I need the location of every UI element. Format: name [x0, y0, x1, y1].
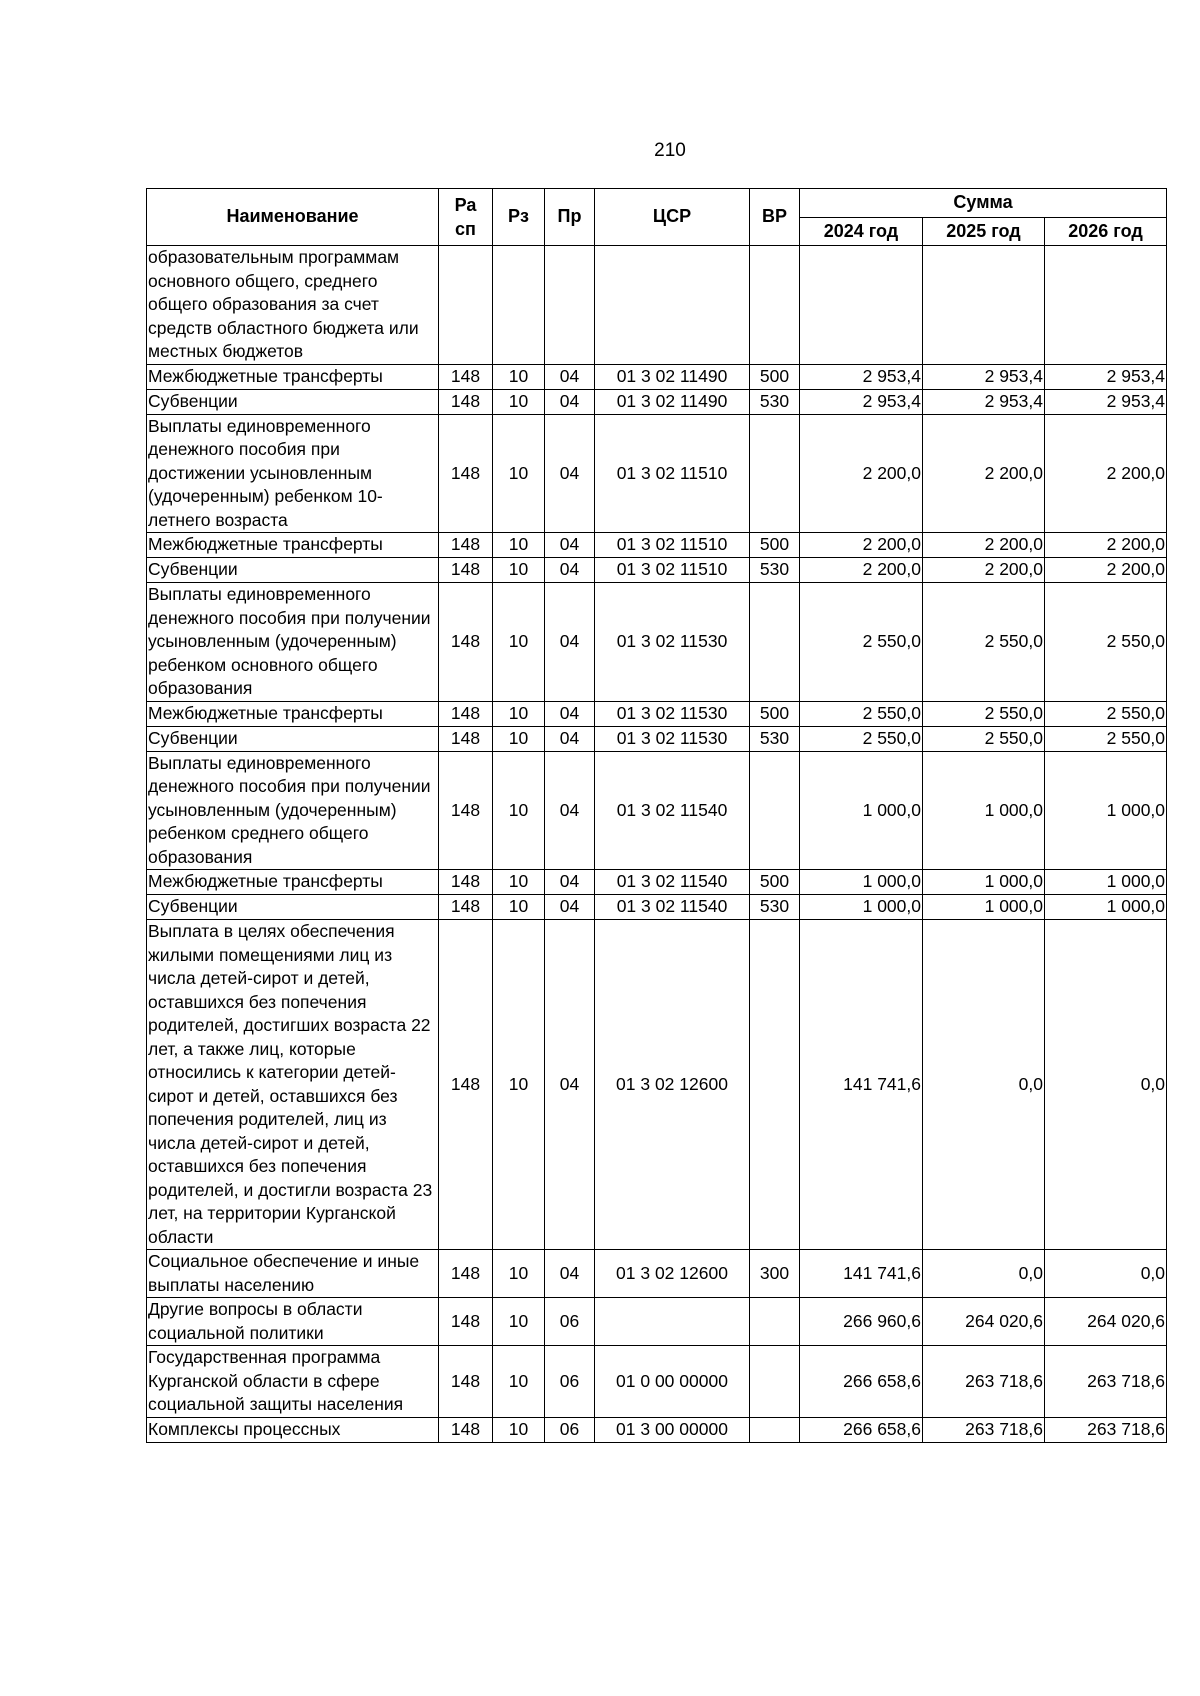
row-vr: 530 — [750, 895, 800, 920]
row-rasp: 148 — [439, 533, 493, 558]
row-name: Субвенции — [147, 726, 439, 751]
row-vr: 530 — [750, 558, 800, 583]
row-csr: 01 3 02 11530 — [595, 726, 750, 751]
row-vr — [750, 1298, 800, 1346]
row-csr: 01 3 02 11540 — [595, 895, 750, 920]
header-year-2025: 2025 год — [923, 218, 1045, 246]
row-sum-2024: 2 200,0 — [800, 414, 923, 533]
row-rasp: 148 — [439, 364, 493, 389]
row-sum-2024: 2 953,4 — [800, 364, 923, 389]
table-row — [147, 726, 1167, 751]
row-csr: 01 3 02 11490 — [595, 389, 750, 414]
header-sum: Сумма — [800, 189, 1167, 218]
row-rasp: 148 — [439, 414, 493, 533]
row-name: образовательным программам основного общего, среднего общего образования за счет средств областного бюджета или местных бюджетов — [147, 246, 439, 365]
table-row — [147, 583, 1167, 702]
row-rasp: 148 — [439, 1417, 493, 1442]
row-name: Выплаты единовременного денежного пособия при получении усыновленным (удочеренным) ребенком среднего общего образования — [147, 751, 439, 870]
row-rz: 10 — [493, 726, 545, 751]
table-row — [147, 895, 1167, 920]
row-pr: 04 — [545, 364, 595, 389]
row-sum-2024: 2 953,4 — [800, 389, 923, 414]
row-sum-2026: 2 200,0 — [1045, 414, 1167, 533]
page-number: 210 — [654, 140, 686, 161]
row-rz — [493, 246, 545, 365]
row-sum-2025 — [923, 246, 1045, 365]
row-pr: 06 — [545, 1298, 595, 1346]
row-csr: 01 3 02 11510 — [595, 558, 750, 583]
row-sum-2025: 2 550,0 — [923, 583, 1045, 702]
row-sum-2024: 2 550,0 — [800, 726, 923, 751]
row-csr: 01 3 02 11540 — [595, 870, 750, 895]
table-row — [147, 389, 1167, 414]
row-vr: 500 — [750, 701, 800, 726]
row-pr: 04 — [545, 920, 595, 1250]
row-name: Социальное обеспечение и иные выплаты населению — [147, 1250, 439, 1298]
row-name: Межбюджетные трансферты — [147, 533, 439, 558]
row-sum-2026: 2 550,0 — [1045, 701, 1167, 726]
table-body — [147, 246, 1167, 1443]
table-row — [147, 1250, 1167, 1298]
row-sum-2026: 1 000,0 — [1045, 895, 1167, 920]
row-sum-2025: 2 200,0 — [923, 414, 1045, 533]
row-pr: 04 — [545, 701, 595, 726]
row-pr: 04 — [545, 726, 595, 751]
row-rasp: 148 — [439, 558, 493, 583]
row-csr — [595, 1298, 750, 1346]
row-pr: 04 — [545, 558, 595, 583]
row-pr: 04 — [545, 414, 595, 533]
row-sum-2024: 141 741,6 — [800, 920, 923, 1250]
row-rz: 10 — [493, 1346, 545, 1418]
row-name: Межбюджетные трансферты — [147, 701, 439, 726]
row-sum-2024: 141 741,6 — [800, 1250, 923, 1298]
row-sum-2026: 264 020,6 — [1045, 1298, 1167, 1346]
row-rasp: 148 — [439, 1298, 493, 1346]
header-csr: ЦСР — [595, 189, 750, 246]
row-sum-2024: 2 200,0 — [800, 533, 923, 558]
table-row — [147, 1417, 1167, 1442]
row-rz: 10 — [493, 701, 545, 726]
row-sum-2025: 1 000,0 — [923, 870, 1045, 895]
row-sum-2025: 264 020,6 — [923, 1298, 1045, 1346]
row-sum-2025: 263 718,6 — [923, 1346, 1045, 1418]
row-sum-2026: 0,0 — [1045, 1250, 1167, 1298]
row-csr — [595, 246, 750, 365]
row-sum-2026: 263 718,6 — [1045, 1417, 1167, 1442]
row-vr — [750, 1346, 800, 1418]
row-pr: 04 — [545, 583, 595, 702]
row-sum-2024: 2 550,0 — [800, 583, 923, 702]
row-csr: 01 3 02 12600 — [595, 920, 750, 1250]
row-vr — [750, 920, 800, 1250]
row-sum-2025: 2 953,4 — [923, 364, 1045, 389]
row-name: Субвенции — [147, 895, 439, 920]
table-row — [147, 246, 1167, 365]
row-name: Выплаты единовременного денежного пособия при достижении усыновленным (удочеренным) ребенком 10-летнего возраста — [147, 414, 439, 533]
row-sum-2024: 266 658,6 — [800, 1346, 923, 1418]
row-sum-2025: 2 953,4 — [923, 389, 1045, 414]
row-name: Другие вопросы в области социальной политики — [147, 1298, 439, 1346]
row-rasp — [439, 246, 493, 365]
row-rasp: 148 — [439, 920, 493, 1250]
row-rasp: 148 — [439, 1346, 493, 1418]
row-sum-2025: 0,0 — [923, 920, 1045, 1250]
row-rz: 10 — [493, 389, 545, 414]
row-csr: 01 0 00 00000 — [595, 1346, 750, 1418]
row-csr: 01 3 02 11530 — [595, 701, 750, 726]
row-name: Межбюджетные трансферты — [147, 870, 439, 895]
table-row — [147, 558, 1167, 583]
header-year-2024: 2024 год — [800, 218, 923, 246]
table-row — [147, 533, 1167, 558]
row-rasp: 148 — [439, 726, 493, 751]
row-sum-2026: 1 000,0 — [1045, 751, 1167, 870]
row-sum-2026: 2 550,0 — [1045, 583, 1167, 702]
row-vr: 530 — [750, 389, 800, 414]
row-sum-2024: 1 000,0 — [800, 751, 923, 870]
row-pr: 04 — [545, 389, 595, 414]
row-name: Межбюджетные трансферты — [147, 364, 439, 389]
row-sum-2024: 266 658,6 — [800, 1417, 923, 1442]
row-rz: 10 — [493, 583, 545, 702]
row-name: Выплаты единовременного денежного пособия при получении усыновленным (удочеренным) ребенком основного общего образования — [147, 583, 439, 702]
row-rz: 10 — [493, 920, 545, 1250]
row-rasp: 148 — [439, 751, 493, 870]
header-rz: Рз — [493, 189, 545, 246]
row-sum-2025: 2 200,0 — [923, 558, 1045, 583]
row-pr: 04 — [545, 895, 595, 920]
row-rasp: 148 — [439, 701, 493, 726]
row-rz: 10 — [493, 364, 545, 389]
row-sum-2026: 2 953,4 — [1045, 389, 1167, 414]
row-rz: 10 — [493, 1298, 545, 1346]
header-rasp: Ра сп — [439, 189, 493, 246]
row-vr — [750, 583, 800, 702]
row-name: Субвенции — [147, 389, 439, 414]
row-rz: 10 — [493, 895, 545, 920]
row-name: Комплексы процессных — [147, 1417, 439, 1442]
row-sum-2026: 2 200,0 — [1045, 558, 1167, 583]
row-sum-2026: 263 718,6 — [1045, 1346, 1167, 1418]
row-name: Выплата в целях обеспечения жилыми помещениями лиц из числа детей-сирот и детей, оставшихся без попечения родителей, достигших возраста 22 лет, а также лиц, которые относились к категории детей-сирот и детей, оставшихся без попечения родителей, лиц из числа детей-сирот и детей, оставшихся без попечения родителей, и достигли возраста 23 лет, на территории Курганской области — [147, 920, 439, 1250]
row-vr: 530 — [750, 726, 800, 751]
budget-table — [146, 188, 1167, 1443]
row-rasp: 148 — [439, 870, 493, 895]
row-sum-2025: 1 000,0 — [923, 895, 1045, 920]
row-sum-2025: 0,0 — [923, 1250, 1045, 1298]
row-sum-2026: 2 200,0 — [1045, 533, 1167, 558]
row-vr: 500 — [750, 870, 800, 895]
header-vr: ВР — [750, 189, 800, 246]
row-rz: 10 — [493, 414, 545, 533]
row-csr: 01 3 02 11490 — [595, 364, 750, 389]
row-vr — [750, 414, 800, 533]
row-sum-2026: 1 000,0 — [1045, 870, 1167, 895]
row-csr: 01 3 02 12600 — [595, 1250, 750, 1298]
row-sum-2024: 266 960,6 — [800, 1298, 923, 1346]
row-sum-2024 — [800, 246, 923, 365]
row-sum-2026 — [1045, 246, 1167, 365]
row-vr — [750, 1417, 800, 1442]
row-sum-2025: 2 200,0 — [923, 533, 1045, 558]
row-rz: 10 — [493, 533, 545, 558]
row-vr: 500 — [750, 533, 800, 558]
row-sum-2024: 1 000,0 — [800, 870, 923, 895]
row-vr: 300 — [750, 1250, 800, 1298]
row-csr: 01 3 02 11530 — [595, 583, 750, 702]
row-pr: 04 — [545, 870, 595, 895]
row-name: Субвенции — [147, 558, 439, 583]
header-pr: Пр — [545, 189, 595, 246]
row-sum-2026: 2 550,0 — [1045, 726, 1167, 751]
row-rasp: 148 — [439, 583, 493, 702]
row-sum-2026: 2 953,4 — [1045, 364, 1167, 389]
row-rz: 10 — [493, 751, 545, 870]
row-csr: 01 3 02 11510 — [595, 533, 750, 558]
row-csr: 01 3 00 00000 — [595, 1417, 750, 1442]
row-rz: 10 — [493, 558, 545, 583]
row-csr: 01 3 02 11510 — [595, 414, 750, 533]
table-row — [147, 751, 1167, 870]
table-row — [147, 920, 1167, 1250]
row-vr — [750, 246, 800, 365]
row-name: Государственная программа Курганской области в сфере социальной защиты населения — [147, 1346, 439, 1418]
table-row — [147, 870, 1167, 895]
row-sum-2024: 2 200,0 — [800, 558, 923, 583]
row-sum-2024: 2 550,0 — [800, 701, 923, 726]
table-row — [147, 364, 1167, 389]
table-row — [147, 701, 1167, 726]
row-csr: 01 3 02 11540 — [595, 751, 750, 870]
row-rasp: 148 — [439, 389, 493, 414]
row-sum-2025: 2 550,0 — [923, 726, 1045, 751]
header-name: Наименование — [147, 189, 439, 246]
header-year-2026: 2026 год — [1045, 218, 1167, 246]
row-sum-2025: 1 000,0 — [923, 751, 1045, 870]
row-pr: 04 — [545, 533, 595, 558]
row-pr: 06 — [545, 1346, 595, 1418]
row-rz: 10 — [493, 1417, 545, 1442]
row-vr — [750, 751, 800, 870]
row-rasp: 148 — [439, 1250, 493, 1298]
row-sum-2026: 0,0 — [1045, 920, 1167, 1250]
row-sum-2025: 2 550,0 — [923, 701, 1045, 726]
table-row — [147, 414, 1167, 533]
row-rasp: 148 — [439, 895, 493, 920]
row-sum-2024: 1 000,0 — [800, 895, 923, 920]
row-sum-2025: 263 718,6 — [923, 1417, 1045, 1442]
row-pr: 06 — [545, 1417, 595, 1442]
row-rz: 10 — [493, 870, 545, 895]
table-row — [147, 1298, 1167, 1346]
row-pr: 04 — [545, 1250, 595, 1298]
row-pr: 04 — [545, 751, 595, 870]
row-rz: 10 — [493, 1250, 545, 1298]
row-vr: 500 — [750, 364, 800, 389]
table-row — [147, 1346, 1167, 1418]
row-pr — [545, 246, 595, 365]
